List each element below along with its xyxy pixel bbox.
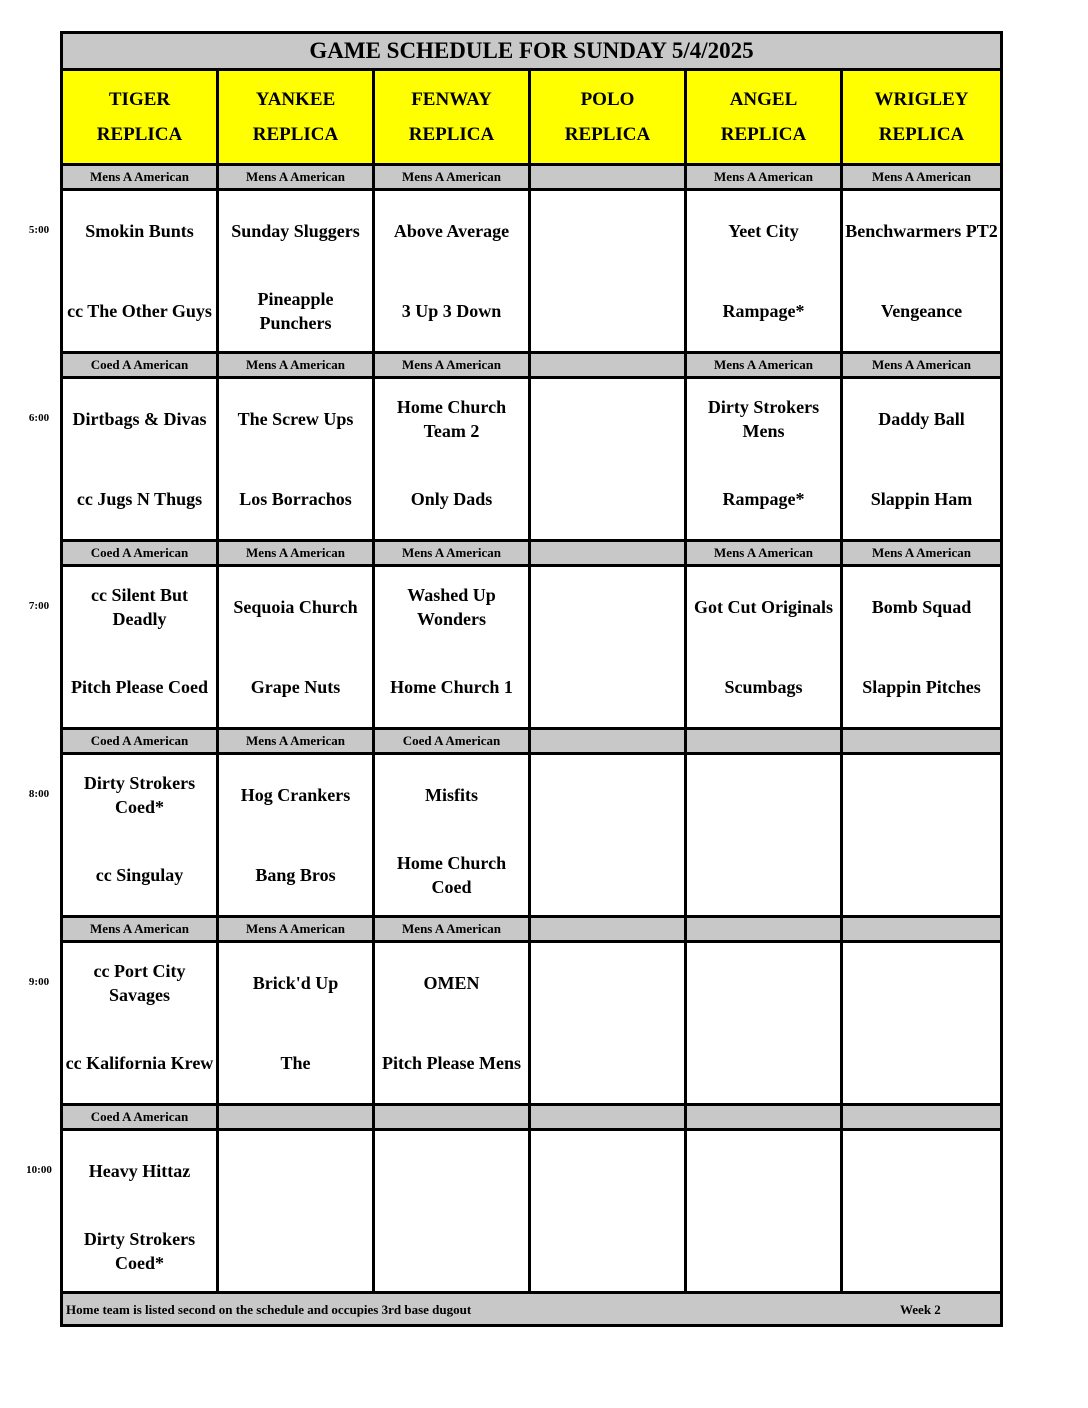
division-label: Mens A American	[218, 729, 374, 754]
field-name: POLO	[580, 89, 635, 110]
game-cell	[374, 378, 530, 541]
home-team	[843, 1023, 1000, 1103]
division-label: Mens A American	[374, 353, 530, 378]
away-team: Brick'd Up	[252, 973, 339, 993]
division-label	[530, 729, 686, 754]
division-label: Mens A American	[686, 353, 842, 378]
division-label: Coed A American	[62, 541, 218, 566]
home-team: Grape Nuts	[250, 677, 341, 697]
home-team: Only Dads	[410, 489, 493, 509]
game-cell	[686, 942, 842, 1105]
division-label	[374, 1105, 530, 1130]
away-team: OMEN	[423, 973, 480, 993]
away-team	[531, 191, 684, 271]
game-cell	[218, 190, 374, 353]
home-team: cc Jugs N Thugs	[76, 489, 203, 509]
away-team	[375, 1131, 528, 1211]
game-cell	[530, 566, 686, 729]
away-team: Misfits	[425, 785, 478, 805]
away-team	[531, 567, 684, 647]
division-label	[686, 917, 842, 942]
away-team: Dirty Strokers Coed*	[83, 773, 196, 817]
division-row	[62, 353, 1002, 378]
time-label: 6:00	[28, 412, 50, 424]
away-team: Sequoia Church	[233, 597, 358, 617]
field-header-tiger	[62, 70, 218, 165]
division-label	[842, 1105, 1002, 1130]
field-header-angel	[686, 70, 842, 165]
away-team: Washed Up Wonders	[407, 585, 496, 629]
division-label: Mens A American	[374, 165, 530, 190]
game-cell	[62, 566, 218, 729]
away-team: Dirty Strokers Mens	[707, 397, 820, 441]
away-team: Heavy Hittaz	[88, 1161, 191, 1181]
home-team: cc The Other Guys	[67, 301, 212, 321]
home-team	[219, 1211, 372, 1291]
time-label: 7:00	[28, 600, 50, 612]
division-label	[218, 1105, 374, 1130]
game-cell	[62, 942, 218, 1105]
home-team: The	[280, 1053, 311, 1073]
game-cell	[218, 566, 374, 729]
division-label: Coed A American	[374, 729, 530, 754]
away-team	[687, 755, 840, 835]
home-team: Bang Bros	[255, 865, 336, 885]
away-team: Dirtbags & Divas	[72, 409, 207, 429]
division-row	[62, 1105, 1002, 1130]
game-row	[62, 754, 1002, 917]
game-cell	[842, 190, 1002, 353]
away-team	[687, 1131, 840, 1211]
division-row	[62, 541, 1002, 566]
game-cell	[842, 1130, 1002, 1293]
schedule-title: GAME SCHEDULE FOR SUNDAY 5/4/2025	[62, 33, 1002, 70]
away-team	[843, 755, 1000, 835]
game-cell	[842, 754, 1002, 917]
field-header-polo	[530, 70, 686, 165]
division-label	[530, 917, 686, 942]
game-cell	[374, 566, 530, 729]
game-cell	[218, 754, 374, 917]
field-name: YANKEE	[255, 89, 336, 110]
home-team	[687, 1211, 840, 1291]
game-cell	[530, 190, 686, 353]
game-cell	[686, 754, 842, 917]
home-team: Home Church Coed	[396, 853, 507, 897]
field-header-fenway	[374, 70, 530, 165]
game-cell	[374, 190, 530, 353]
time-label: 8:00	[28, 788, 50, 800]
away-team: Hog Crankers	[240, 785, 351, 805]
division-label: Coed A American	[62, 353, 218, 378]
game-cell	[686, 378, 842, 541]
field-subtitle: REPLICA	[720, 124, 807, 145]
home-team: Scumbags	[724, 677, 803, 697]
division-label: Coed A American	[62, 1105, 218, 1130]
division-label: Mens A American	[686, 165, 842, 190]
home-team	[531, 271, 684, 351]
away-team: cc Port City Savages	[93, 961, 186, 1005]
division-label	[686, 1105, 842, 1130]
division-label	[530, 1105, 686, 1130]
away-team	[531, 1131, 684, 1211]
time-label: 10:00	[26, 1164, 52, 1176]
home-team	[375, 1211, 528, 1291]
game-cell	[374, 754, 530, 917]
week-label: Week 2	[900, 1302, 941, 1317]
game-cell	[686, 1130, 842, 1293]
home-team	[843, 835, 1000, 915]
division-row	[62, 165, 1002, 190]
game-cell	[62, 190, 218, 353]
schedule-table	[60, 31, 1003, 1327]
field-subtitle: REPLICA	[96, 124, 183, 145]
game-cell	[686, 190, 842, 353]
division-label: Mens A American	[686, 541, 842, 566]
time-label: 5:00	[28, 224, 50, 236]
game-row	[62, 190, 1002, 353]
game-cell	[530, 942, 686, 1105]
away-team: Benchwarmers PT2	[845, 221, 998, 241]
away-team	[531, 755, 684, 835]
away-team	[219, 1131, 372, 1211]
away-team	[843, 1131, 1000, 1211]
home-team	[687, 1023, 840, 1103]
field-name: ANGEL	[729, 89, 798, 110]
home-team	[687, 835, 840, 915]
away-team: Daddy Ball	[878, 409, 965, 429]
game-cell	[530, 378, 686, 541]
division-label: Mens A American	[218, 541, 374, 566]
division-label	[530, 541, 686, 566]
field-name: FENWAY	[411, 89, 492, 110]
away-team: The Screw Ups	[237, 409, 354, 429]
home-team: Dirty Strokers Coed*	[83, 1229, 196, 1273]
field-header-row	[62, 70, 1002, 165]
away-team	[531, 379, 684, 459]
game-cell	[218, 1130, 374, 1293]
game-row	[62, 566, 1002, 729]
away-team: Got Cut Originals	[693, 597, 833, 617]
away-team: cc Silent But Deadly	[91, 585, 188, 629]
game-cell	[842, 566, 1002, 729]
field-subtitle: REPLICA	[408, 124, 495, 145]
game-cell	[842, 378, 1002, 541]
home-team: cc Kalifornia Krew	[65, 1053, 214, 1073]
game-cell	[530, 754, 686, 917]
home-team	[531, 1211, 684, 1291]
home-team: Los Borrachos	[239, 489, 352, 509]
division-label: Mens A American	[218, 917, 374, 942]
away-team: Home Church Team 2	[396, 397, 507, 441]
home-team	[531, 835, 684, 915]
home-team: Rampage*	[722, 301, 805, 321]
game-cell	[218, 942, 374, 1105]
game-cell	[374, 942, 530, 1105]
field-name: WRIGLEY	[874, 89, 969, 110]
division-label: Mens A American	[374, 541, 530, 566]
footer-cell	[62, 1293, 1002, 1326]
division-row	[62, 729, 1002, 754]
division-row	[62, 917, 1002, 942]
division-label	[530, 353, 686, 378]
field-subtitle: REPLICA	[252, 124, 339, 145]
home-team: Vengeance	[880, 301, 963, 321]
home-team: Slappin Pitches	[862, 677, 981, 697]
division-label: Mens A American	[374, 917, 530, 942]
away-team	[531, 943, 684, 1023]
division-label: Coed A American	[62, 729, 218, 754]
home-team	[843, 1211, 1000, 1291]
game-row	[62, 942, 1002, 1105]
away-team: Smokin Bunts	[85, 221, 194, 241]
home-team: Pitch Please Coed	[71, 677, 208, 697]
home-team-note: Home team is listed second on the schedule and occupies 3rd base dugout	[66, 1302, 472, 1317]
division-label: Mens A American	[62, 917, 218, 942]
away-team	[843, 943, 1000, 1023]
field-name: TIGER	[108, 89, 171, 110]
game-cell	[62, 1130, 218, 1293]
home-team: Pitch Please Mens	[382, 1053, 521, 1073]
game-cell	[62, 378, 218, 541]
game-cell	[530, 1130, 686, 1293]
division-label: Mens A American	[842, 353, 1002, 378]
home-team: Slappin Ham	[870, 489, 973, 509]
away-team: Above Average	[393, 221, 510, 241]
home-team	[531, 1023, 684, 1103]
away-team: Bomb Squad	[871, 597, 972, 617]
game-cell	[218, 378, 374, 541]
away-team: Sunday Sluggers	[231, 221, 360, 241]
away-team	[687, 943, 840, 1023]
home-team: 3 Up 3 Down	[401, 301, 502, 321]
game-row	[62, 1130, 1002, 1293]
away-team: Yeet City	[728, 221, 799, 241]
home-team	[531, 459, 684, 539]
game-cell	[842, 942, 1002, 1105]
home-team: Pineapple Punchers	[257, 289, 334, 333]
footer-row	[62, 1293, 1002, 1326]
home-team	[531, 647, 684, 727]
game-cell	[686, 566, 842, 729]
home-team: Home Church 1	[390, 677, 513, 697]
division-label: Mens A American	[842, 541, 1002, 566]
field-header-wrigley	[842, 70, 1002, 165]
division-label	[686, 729, 842, 754]
home-team: cc Singulay	[95, 865, 184, 885]
field-subtitle: REPLICA	[878, 124, 965, 145]
field-subtitle: REPLICA	[564, 124, 651, 145]
game-cell	[374, 1130, 530, 1293]
division-label: Mens A American	[62, 165, 218, 190]
game-row	[62, 378, 1002, 541]
division-label	[842, 729, 1002, 754]
home-team: Rampage*	[722, 489, 805, 509]
division-label: Mens A American	[218, 165, 374, 190]
title-row	[62, 33, 1002, 70]
field-header-yankee	[218, 70, 374, 165]
division-label: Mens A American	[218, 353, 374, 378]
game-cell	[62, 754, 218, 917]
time-label: 9:00	[28, 976, 50, 988]
division-label	[530, 165, 686, 190]
division-label	[842, 917, 1002, 942]
division-label: Mens A American	[842, 165, 1002, 190]
